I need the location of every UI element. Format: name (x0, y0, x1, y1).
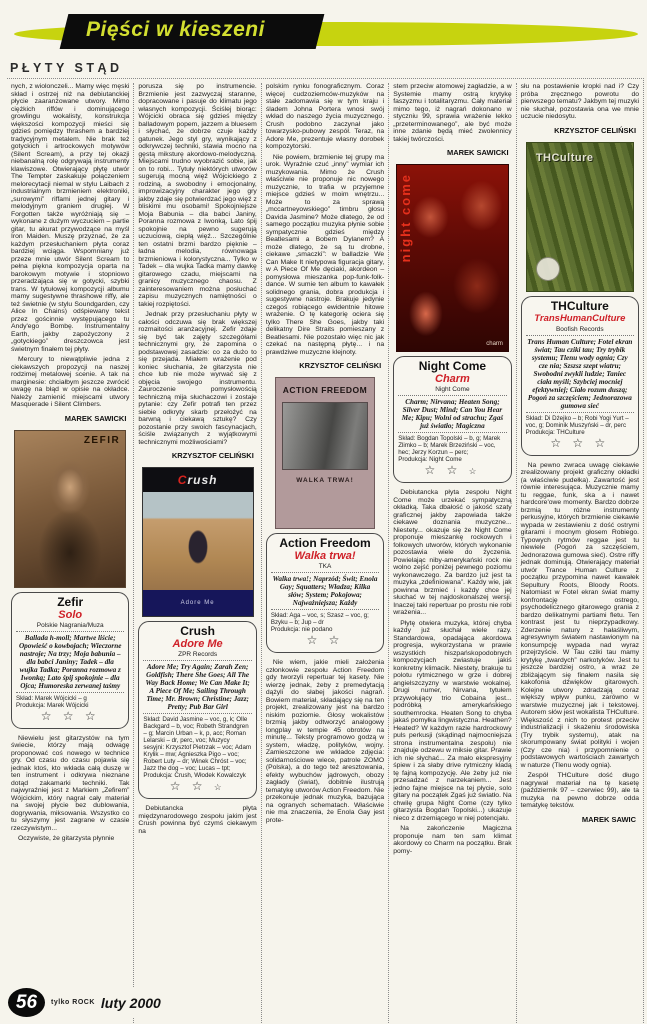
album-lineup: Skład: Marek Wójcicki – g (16, 694, 87, 702)
stars-full: ☆ ☆ ☆ (40, 708, 100, 723)
album-info-box-action-freedom (266, 533, 384, 653)
magazine-logo: tylko ROCK (51, 999, 95, 1006)
album-title: Adore Me (172, 638, 223, 650)
stars-full: ☆ ☆ (424, 463, 462, 477)
album-production: Produkcja: Crush, Włodek Kowalczyk (143, 772, 246, 779)
album-credits (526, 413, 634, 437)
review-paragraph: Nie wiem, jakie mieli założenia członkowie zespołu Action Freedom gdy tworzyli repertuar tej kasety. Nie wierzę jednak, żeby z premedytacją dążyli do słabej jakości nagrań. Bowiem materiał, składający się na ten projekt, zrealizowany jest na bardzo niskim poziomie. Głosy wokalistów brzmią jakby odtworzyć analogowy longplay w tempie 45 obrotów na minutę... Teksty programowo godzą w system, władzę, polityków, wojny. Zamieszczone we wkładce zdjęcia: solidarnościowe wiece, patrole ZOMO (Polska), a do tego też aresztowania, efekty wybuchów jądrowych, obozy zagłady (świat), dobitnie ilustrują tematykę utworów Action Freedom. Nie przekonuje jednak muzyka, bazująca na ogranych schematach. Właściwie nie ma znaczenia, że Enola Gay jest prote- (265, 659, 385, 824)
column-2 (133, 83, 260, 1024)
star-rating (271, 634, 379, 648)
album-title: Walka trwa! (294, 550, 356, 562)
review-paragraph: Debiutancka płyta zespołu Night Come może urzekać sympatyczną okładką. Taka dbałość o jakość szaty graficznej jakby zapowiada także ciekawe doznania muzyczne... Niestety... okazuje się że Night Come proponuje mieszankę rockowych i folkowych utworów, których wykonanie pozostawia wiele do życzenia. Powielając niby-amerykański rock nie wolno zejść poniżej pewnego poziomu wykonawczego. Za bardzo już jest ta muzyka „zdefiniowana”. Każdy wie, jak powinna brzmieć i każdy chce jej słuchać w tej najdoskonalszej wersji. Inaczej taki repertuar po prostu nie robi wrażenia... (393, 489, 512, 616)
album-artist: Crush (180, 624, 215, 638)
review-paragraph: Zespół THCulture dość długo nagrywał materiał na tę kasetę (październik 97 – czerwiec 99), ale ta muzyka na pewno dobrze odda tematykę tekstów. (520, 772, 640, 809)
album-credits (271, 610, 379, 634)
album-lineup: Skład: Di Dżejko – b; Robi Yogi Yurt – voc, g; Dominik Muszyński – dr, perc (525, 414, 629, 429)
crush-cover-photo (143, 492, 253, 590)
review-paragraph: Jednak przy przesłuchaniu płyty w całości odczuwa się brak większej rozmaitości aranżacyjnej. Zefir zdaje się być tak zajęty szczegółami technicznymi gry, że zapomina o podstawowej zasadzie: co za dużo to się przejada. Miałem wrażenie pod koniec słuchania, że gitarzysta nie chce lub nie może wyrwać się z objęcia swojego instrumentu. Zauroczenie pomysłowością techniczną mija słuchaczowi i zostaje pytanie: czy Zefir potrafi ten przez siebie odkryty skarb przełożyć na barwną i ciekawą sztukę? Czy pozostanie przy swoich fascynacjach, ściśle związanych z wyjątkowymi technicznymi możliwościami? (138, 311, 257, 446)
review-paragraph: Oczywiste, że gitarzysta płynnie (18, 835, 115, 842)
album-credits (398, 433, 506, 464)
stars-full: ☆ ☆ ☆ (550, 435, 610, 450)
album-tracklist: Trans Human Culture; Fotel ekran świat; Tau cziki tau; Try trybik systemu; Tlenu wody ognia; Czy cze nia; Szszsz szept wiatru; Swobodni zwykli ludzie; Taniec ciała myśli; Szybciej mocniej efektywniej; Ciało rozum duszą; Pogoń za szczęściem; Jednorazowa gumowa sieć (526, 336, 634, 413)
action-freedom-cover-logo: ACTION FREEDOM (282, 385, 368, 395)
album-artist: Zefir (57, 594, 84, 609)
album-title: Solo (58, 608, 83, 621)
reviewer-byline: KRZYSZTOF CELIŃSKI (171, 451, 254, 460)
album-cover-crush (142, 467, 254, 617)
page-banner (0, 12, 647, 58)
album-lineup: Skład: Bogdan Topolski – b, g; Marek Zlimko – b; Marek Brzeziński – voc, hec; Jerzy Korzun – perc; (398, 435, 501, 456)
album-artist: Action Freedom (279, 536, 371, 550)
album-label: Boofish Records (526, 325, 634, 336)
page-number: 56 (8, 988, 45, 1017)
stamp-badge (536, 257, 560, 281)
album-tracklist: Adore Me; Try Again; Zarah Zen; Goldfish; There She Goes; All The Way Back Home; We Can Make It; A Piece Of Me; Sailing Through Time; Mr. Brown; Christine; Jazz; Pretty; Pub Bar Girl (143, 661, 251, 714)
review-paragraph: Na pewno zwraca uwagę ciekawie zrealizowany projekt graficzny okładki (a właściwie pudełka). Zawartość jest równie interesująca. Muzycznie mamy tu reggae, funk, ska a i nawet hardcore'owe momenty. Bardzo dobrze brzmią tu różne instrumenty perkusyjne, których brzmienie ciekawie wypada w zestawieniu z dość ostrymi gitarami i mocnym głosem Robiego. Typowych rytmów reggae jest tu niewiele (Pogoń za szczęściem, Jednorazowa gumowa sieć). Ostre riffy jednak dominują. Otwierający materiał utwór Trance Human Culture z początku przypomina nawet kawałek Sepultury Roots, Bloody Roots. Natomiast w Fotel ekran świat mamy konfrontację ostrego, psychodelicznego gitarowego grania z bardzo delikatnymi partiami fletu. Ten kontrast jest tu nieprzypadkowy. Zderzenie natury z hałaśliwym, agresywnym światem nastawionym na konsumpcję wypada nad wyraz przejrzyście. W Tau cziki tau mamy krytykę „twardych” narkotyków. Jest tu jeszcze bardziej ostro, a wraz ze zbliżającym się finałem nasila się kakofonia dźwięków gitarowych. Kolejne utwory zdradzają coraz większy wpływ punku, zarówno w warstwie muzycznej jak i tekstowej. Autorem słów jest wokalista THCulture. Większość z nich to protest przeciw industrializacji i skażeniu środowiska (Try trybik systemu), atak na skorumpowany świat polityki i wojen (Czy cze nia) i przypomnienie o podstawowych wartościach zawartych w naturze (Tlenu wody ognia). (520, 461, 640, 769)
album-title: Charm (435, 373, 470, 385)
album-label: TKA (271, 562, 379, 573)
night-come-cover-logo: night come (397, 173, 413, 263)
review-paragraph: Płytę otwiera muzyka, której chyba każdy już słuchał wiele razy. Standardowa, opadająca akordowa progresja, wykorzystana w prawie wszystkich hiszpańskopodobnych kompozycjach zwiastuje jakiś konkretny klimacik. Niestety, brakuje tu polotu rytmicznego w grze i dobrej angielszczyzny w warstwie wokalnej. Drugi numer, Nirvana, tytułem przywołujący trio Cobaina jest... podróbką amerykańskiego southernrocka. Heaten Song to chyba jakaś pomyłka lingwistyczna. Heathen? Heated? W każdym razie hardrockowy puls perkusji (skądinąd najmocniejsza strona instrumentalna zespołu) nie znajduje odzewu w miksie gitar. Prawie ich nie słychać... Za mało ekspresyjny śpiew i za słaby drive rytmiczny kładą tę fajną kompozycję. Ale żeby już nie przesadzać z narzekaniem... Jest jedno fajne miejsce na tej płycie, solo gitary na początek Zgaś już światło. Na chwilę grupa Night Come (czy tylko gitarzysta Bogdan Topolski...) ukazuje nieco z drzemiącego w niej potencjału. (393, 619, 512, 822)
album-cover-action-freedom (275, 377, 375, 529)
album-lineup: Skład: Aga – voc, s; Szasz – voc, g; Bzyku – b; Jup – dr (270, 612, 369, 626)
column-1 (7, 83, 133, 1024)
reviewer-byline: KRZYSZTOF CELIŃSKI (554, 125, 637, 135)
review-paragraph: Mercury to niewątpliwie jedna z ciekawszych propozycji na naszej rodzimej metalowej scenie. A tak na marginesie: chciałbym jeszcze zwrócić uwagę na błąd w opisie na okładce. Należy zamienić miejscami utwory Masquerade i Silent Climbers. (11, 356, 130, 408)
review-paragraph: Na zakończenie Magiczna proponuje nam ten sam klimat akordowy co Charm na początku. Brak pomy- (393, 825, 512, 855)
night-come-cover-title: charm (486, 341, 503, 347)
crush-cover-logo: Crush (177, 473, 218, 487)
crush-cover-footer (143, 590, 253, 616)
column-5 (516, 83, 643, 1024)
stars-full: ☆ ☆ (169, 779, 207, 793)
column-4 (388, 83, 515, 1024)
article-columns (7, 78, 644, 1024)
review-paragraph: polskim rynku fonograficznym. Coraz więcej cudzoziemców-muzyków na stałe zadomawia się w tym kraju i śladem Johna Portera wnosi swój wkład do naszego życia muzycznego. Crush podobno zaczynał jako towarzysko-pubowy zespół. Teraz, na Adore Me, prezentuje własny dorobek kompozytorski. (265, 83, 385, 150)
reviewer-byline: MAREK SAWIC (581, 814, 637, 824)
stars-half: ☆ (213, 782, 226, 792)
star-rating (526, 437, 634, 451)
thculture-cover-logo: THCulture (535, 151, 594, 164)
reviewer-byline: KRZYSZTOF CELIŃSKI (299, 361, 382, 370)
album-tracklist: Walka trwa!; Naprzód; Świt; Enola Gay; Squatters; Władza; Kilka słów; System; Pokojowa; Najważniejsza; Każdy (271, 573, 379, 610)
star-rating (16, 710, 124, 724)
review-paragraph: Debiutancka płyta międzynarodowego zespołu jakim jest Crush powinna być czymś ciekawym na (138, 805, 257, 835)
stars-full: ☆ ☆ (306, 633, 344, 647)
review-paragraph: Niewielu jest gitarzystów na tym świecie, którzy mają odwagę proponować coś nowego w technice gry. Od czasu do czasu pojawia się jednak ktoś, kto wkłada całą duszę w ten instrument i odkrywa nieznane dotąd zakamarki techniki. Tak najwyraźniej jest z Markiem „Zefirem” Wójcickim, który nagrał cały materiał na swojej płycie bez dublowania, dogrywania, miksowania. Wszystko co tu słyszymy jest zagrane w czasie rzeczywistym... (11, 734, 130, 832)
star-rating (398, 464, 506, 478)
album-production: Produkcja: THCulture (525, 428, 585, 436)
album-production: Produkcja: Night Come (398, 456, 462, 463)
reviewer-byline: MAREK SAWICKI (64, 413, 127, 423)
album-lineup: Skład: David Jasmine – voc, g, k; Olle Backgard – b, voc; Robeth Strandgren – g; Marcin Urban – k, p, acc; Roman Lelarski – dr, perc, voc; Muzycy sesyjni: Krzysztof Pietrzak – voc; Adam Krylik – mw; Agnieszka Pigo – voc; Robert Luty – dr; Winek Chróst – voc; Jazz the dog – voc; Lucas – tpt; (143, 716, 252, 772)
album-title: TransHumanCulture (534, 312, 626, 324)
star-rating (143, 780, 251, 794)
review-paragraph: Nie powiem, brzmienie tej grupy ma urok. Wyraźnie czuć „inny” wymiar ich muzykowania. Mimo że Crush właściwie nie proponuje nic nowego muzycznie, to trafia w przyjemne miejsce gdzieś w moim wnętrzu... Może to za sprawą „mccartneyowskiego” timbru głosu Davida Jasmine? Może dlatego, że od samego początku muzyka płynie sobie sympatycznie gdzieś między Beatlesami a Bobem Dylanem? A może dlatego, że są tu drobne, ciekawe „smaczki”: w balladzie We Can Make It nietypowa figuracja gitary, w A Piece Of Me dęciaki, akordeon – pomysłowa mieszanka pop-funk-folk-dance. W sumie ten album to kawałek solidnego grania, dobra produkcja i sugestywne nastroje. Brakuje jedynie czegoś robiącego ewidentnie hitowe wrażenie. O tę kategorię ociera się tylko There She Goes, jakby taki delikatny Dire Straits pomieszany z Beatlesami. Nie pozostało więc nic jak czekać na następną płytę... i na prawdziwe muzyczne klejnoty. (265, 153, 385, 356)
review-paragraph: porusza się po instrumencie. Brzmienie jest zazwyczaj staranne, dopracowane i pasuje do klimatu jego własnych kompozycji. Ściślej biorąc: Wójcicki obraca się gdzieś między balladowym popem, jazzem a bluesem i słychać, że dobrze czuje każdy gatunek. Jego styl gry, wynikający z odkrywczej techniki, stawia mocno na gęstą miksturę akordowo-melodyczną. Miejscami trudno wyobrazić sobie, jak on to robi... Tytuły niektórych utworów sugerują mocną więź Wójcickiego z rodziną, a swobodny i emocjonalny, improwizacyjny charakter jego gry jakby zdaje się potwierdzać jego więź z bliskimi mu osobami! Spokojniejsze Moja Babunia – dla babci Janiny, Poranna rozmowa z Iwonką, Lato śpij spokojnie na pewno sugerują uczuciową, ciepłą więź... Szczególnie ten ostatni brzmi bardzo pięknie – ładna melodia, równowaga brzmieniowa i kolorystyczna... Tylko w Tadek – dla wujka Tadka mamy dawkę gitarowego czadu, miejscami na granicy muzycznego chaosu. Z zainteresowaniem można posłuchać zapisu muzycznych namiętności o takiej rozpiętości. (138, 83, 257, 308)
album-credits (143, 714, 251, 780)
section-title: PŁYTY STĄD (10, 61, 123, 75)
review-paragraph: stem przeciw atomowej zagładzie, a w Systemie mamy ostrą krytykę faszyzmu i totalitaryzmu. Cały materiał mimo tego, iż nagrań dokonano w styczniu 99, sprawia wrażenie lekko „przeterminowanego”, ale być może inne zdanie będą mieć zwolennicy takiej twórczości. (393, 83, 512, 143)
action-freedom-cover-photo (282, 402, 368, 470)
column-3 (261, 83, 388, 1024)
album-tracklist: Ballada h-moll; Martwe liście; Opowieść o kowbojach; Wieczorne nastroje; Na trzy; Moja babunia – dla babci Janiny; Tadek – dla wujka Tadka; Poranna rozmowa z Iwonką; Lato śpij spokojnie – dla Ojca; Humoreska zerwanej taśmy (16, 632, 124, 693)
album-info-box-thculture (521, 296, 639, 456)
review-paragraph: nych, z wiolonczeli... Mamy więc męski skład i ostrzej niż na debiutanckiej płycie zaaranżowane utwory. Mimo ciężkich riffów i dominującego growlingu wokalisty, konstrukcja większości kompozycji mieści się gdzieś pomiędzy thrashem a bardziej tradycyjnym metalem. Nie brak też gotyckich i artrockowych motywów (Silent Scream), a przy tej okazji niebanalną rolę odgrywają instrumenty klawiszowe. Otwierający płytę utwór The Tempter zaskakuje połączeniem melorecytacji niemal w stylu Laibach z industrialnym brzmieniem elektroniki, „surowymi” riffami jednej gitary i melodyjnym graniem drugiej. W Forgotten także wyróżniają się – wykonane z dużym wyczuciem – partie gitar, tu akurat przywodzące na myśl Iron Maiden. Muszę przyznać, że za każdym przesłuchaniem płyta coraz bardziej wciąga. Wspomniany już przeze mnie utwór Silent Scream to pełna piękna kompozycja oparta na barokowym motywie i stopniowo przeradzająca się w gotycki, szybki trans. W tytułowej kompozycji albumu mamy sugestywne thrashowe riffy, ale też świetnie (w stylu Soundgarden, czy Alice In Chains) odśpiewany tekst przez gościnnie występującego tu Andy'ego Bombę. Instrumentalny Earth, jakby zapożyczony z „gotyckiego” dreszczowca jest świetnym finałem tej płyty. (11, 83, 130, 353)
album-production: Produkcja: Marek Wójcicki (16, 701, 89, 709)
stars-half: ☆ (468, 466, 481, 476)
album-credits (16, 693, 124, 710)
album-tracklist: Charm; Nirvana; Heaten Song; Silver Dust; Mind; Can You Hear Me; Kipu; Wolni od strachu; Zgaś już światło; Magiczna (398, 396, 506, 433)
album-info-box-crush (138, 621, 256, 799)
album-cover-zefir (14, 430, 126, 588)
album-label: Polskie Nagrania/Muza (16, 621, 124, 632)
crush-cover-band (143, 468, 253, 492)
reviewer-byline: MAREK SAWICKI (446, 148, 509, 157)
album-artist: THCulture (550, 298, 609, 313)
album-label: Night Come (398, 385, 506, 396)
banner-title: Pięści w kieszeni (86, 18, 265, 41)
album-production: Produkcja: nie podano (270, 626, 333, 633)
album-info-box-zefir (11, 592, 129, 729)
action-freedom-cover-title: WALKA TRWA! (296, 477, 354, 484)
album-info-box-night-come (393, 356, 511, 483)
album-cover-night-come (396, 164, 509, 352)
page-footer (8, 988, 169, 1017)
review-paragraph: słu na postawienie kropki nad i? Czy próba zręcznego powrotu do pierwszego tematu? Jakbym tej muzyki nie słuchał, pozostawia ona we mnie uczucie niedosytu. (520, 83, 640, 120)
album-label: ZPR Records (143, 650, 251, 661)
zefir-cover-logo: ZEFIR (83, 434, 121, 446)
issue-date: luty 2000 (100, 994, 161, 1011)
album-cover-thculture (526, 142, 634, 292)
album-artist: Night Come (418, 359, 487, 373)
crush-cover-title: Adore Me (180, 600, 215, 606)
